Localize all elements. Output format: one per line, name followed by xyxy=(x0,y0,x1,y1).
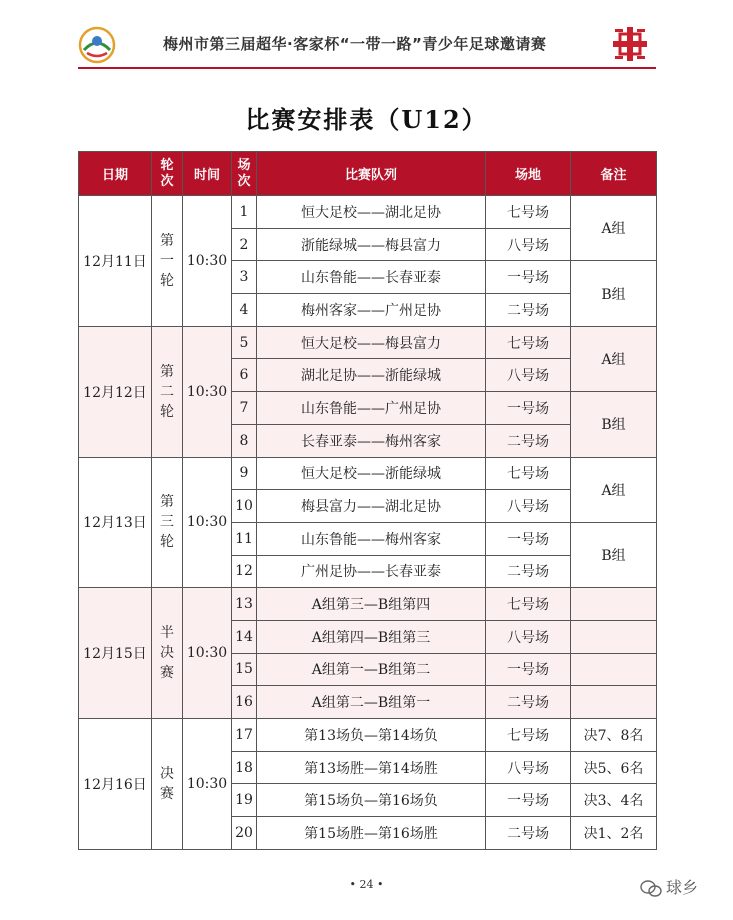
match-teams: A组第一—B组第二 xyxy=(257,653,486,686)
match-number: 4 xyxy=(232,294,257,327)
match-number: 9 xyxy=(232,457,257,490)
match-number: 3 xyxy=(232,261,257,294)
match-venue: 一号场 xyxy=(486,261,571,294)
match-group-note: A组 xyxy=(571,326,657,391)
match-note xyxy=(571,620,657,653)
match-round-label: 第 一 轮 xyxy=(160,232,174,289)
watermark-text: 球乡 xyxy=(666,878,699,897)
match-teams: 山东鲁能——梅州客家 xyxy=(257,522,486,555)
match-teams: 恒大足校——浙能绿城 xyxy=(257,457,486,490)
match-round xyxy=(152,588,183,719)
match-time: 10:30 xyxy=(183,719,232,850)
match-teams: 第15场胜—第16场胜 xyxy=(257,817,486,850)
table-row xyxy=(79,196,657,229)
match-number: 13 xyxy=(232,588,257,621)
match-note xyxy=(571,588,657,621)
match-teams: 梅州客家——广州足协 xyxy=(257,294,486,327)
match-round xyxy=(152,196,183,327)
match-venue: 一号场 xyxy=(486,522,571,555)
match-date: 12月15日 xyxy=(79,588,152,719)
table-row xyxy=(79,457,657,490)
match-note: 决3、4名 xyxy=(571,784,657,817)
col-header-round xyxy=(152,152,183,196)
match-note: 决1、2名 xyxy=(571,817,657,850)
match-number: 6 xyxy=(232,359,257,392)
table-header-row xyxy=(79,152,657,196)
match-group-note: A组 xyxy=(571,196,657,261)
page-title: 比赛安排表（U12） xyxy=(245,105,488,134)
match-teams: A组第二—B组第一 xyxy=(257,686,486,719)
match-number: 16 xyxy=(232,686,257,719)
page-header xyxy=(78,24,656,66)
match-time: 10:30 xyxy=(183,457,232,588)
round-header-label: 轮 次 xyxy=(160,157,174,189)
match-venue: 七号场 xyxy=(486,326,571,359)
match-number: 18 xyxy=(232,751,257,784)
match-teams: A组第四—B组第三 xyxy=(257,620,486,653)
match-venue: 一号场 xyxy=(486,784,571,817)
match-number: 12 xyxy=(232,555,257,588)
match-number: 8 xyxy=(232,424,257,457)
match-note xyxy=(571,653,657,686)
schedule-table xyxy=(78,151,657,850)
schedule-body xyxy=(79,196,657,850)
match-number: 19 xyxy=(232,784,257,817)
match-venue: 八号场 xyxy=(486,751,571,784)
match-date: 12月13日 xyxy=(79,457,152,588)
match-teams: 恒大足校——梅县富力 xyxy=(257,326,486,359)
match-group-note: B组 xyxy=(571,392,657,457)
match-round-label: 半 决 赛 xyxy=(160,625,174,682)
match-venue: 一号场 xyxy=(486,653,571,686)
match-time: 10:30 xyxy=(183,196,232,327)
match-date: 12月11日 xyxy=(79,196,152,327)
match-teams: 山东鲁能——长春亚泰 xyxy=(257,261,486,294)
match-teams: A组第三—B组第四 xyxy=(257,588,486,621)
chat-bubbles-icon xyxy=(640,880,662,898)
match-note: 决5、6名 xyxy=(571,751,657,784)
match-number: 11 xyxy=(232,522,257,555)
match-round-label: 第 二 轮 xyxy=(160,363,174,420)
match-date: 12月16日 xyxy=(79,719,152,850)
col-header-time: 时间 xyxy=(183,152,232,196)
match-number: 2 xyxy=(232,228,257,261)
match-venue: 二号场 xyxy=(486,555,571,588)
match-group-note: B组 xyxy=(571,522,657,587)
match-round-label: 决 赛 xyxy=(160,765,174,802)
table-row xyxy=(79,719,657,752)
match-venue: 八号场 xyxy=(486,490,571,523)
match-venue: 二号场 xyxy=(486,817,571,850)
match-number: 1 xyxy=(232,196,257,229)
match-teams: 长春亚泰——梅州客家 xyxy=(257,424,486,457)
col-header-teams: 比赛队列 xyxy=(257,152,486,196)
col-header-venue: 场地 xyxy=(486,152,571,196)
source-watermark xyxy=(640,875,698,898)
match-group-note: A组 xyxy=(571,457,657,522)
match-venue: 一号场 xyxy=(486,392,571,425)
match-number: 5 xyxy=(232,326,257,359)
match-venue: 二号场 xyxy=(486,294,571,327)
match-venue: 七号场 xyxy=(486,457,571,490)
match-teams: 第13场负—第14场负 xyxy=(257,719,486,752)
match-teams: 广州足协——长春亚泰 xyxy=(257,555,486,588)
match-date: 12月12日 xyxy=(79,326,152,457)
match-teams: 湖北足协——浙能绿城 xyxy=(257,359,486,392)
match-venue: 二号场 xyxy=(486,686,571,719)
match-teams: 第13场胜—第14场胜 xyxy=(257,751,486,784)
tournament-logo-icon xyxy=(78,26,116,64)
match-number: 7 xyxy=(232,392,257,425)
match-number: 17 xyxy=(232,719,257,752)
col-header-notes: 备注 xyxy=(571,152,657,196)
match-venue: 二号场 xyxy=(486,424,571,457)
match-venue: 七号场 xyxy=(486,588,571,621)
col-header-match-no xyxy=(232,152,257,196)
match-group-note: B组 xyxy=(571,261,657,326)
match-number: 15 xyxy=(232,653,257,686)
page-number: • 24 • xyxy=(349,878,384,891)
organizer-emblem-icon xyxy=(612,26,648,62)
header-divider xyxy=(78,67,656,69)
match-venue: 八号场 xyxy=(486,228,571,261)
tournament-title: 梅州市第三届超华·客家杯“一带一路”青少年足球邀请赛 xyxy=(163,35,547,53)
match-venue: 七号场 xyxy=(486,196,571,229)
match-venue: 八号场 xyxy=(486,620,571,653)
match-teams: 梅县富力——湖北足协 xyxy=(257,490,486,523)
match-venue: 八号场 xyxy=(486,359,571,392)
col-header-date: 日期 xyxy=(79,152,152,196)
match-round xyxy=(152,719,183,850)
match-round xyxy=(152,326,183,457)
match-venue: 七号场 xyxy=(486,719,571,752)
table-row xyxy=(79,326,657,359)
match-teams: 浙能绿城——梅县富力 xyxy=(257,228,486,261)
match-number: 20 xyxy=(232,817,257,850)
match-no-header-label: 场 次 xyxy=(237,157,251,189)
match-round-label: 第 三 轮 xyxy=(160,494,174,551)
match-round xyxy=(152,457,183,588)
table-row xyxy=(79,588,657,621)
match-note xyxy=(571,686,657,719)
match-number: 10 xyxy=(232,490,257,523)
match-teams: 山东鲁能——广州足协 xyxy=(257,392,486,425)
match-time: 10:30 xyxy=(183,326,232,457)
match-teams: 第15场负—第16场负 xyxy=(257,784,486,817)
match-time: 10:30 xyxy=(183,588,232,719)
match-teams: 恒大足校——湖北足协 xyxy=(257,196,486,229)
match-number: 14 xyxy=(232,620,257,653)
match-note: 决7、8名 xyxy=(571,719,657,752)
